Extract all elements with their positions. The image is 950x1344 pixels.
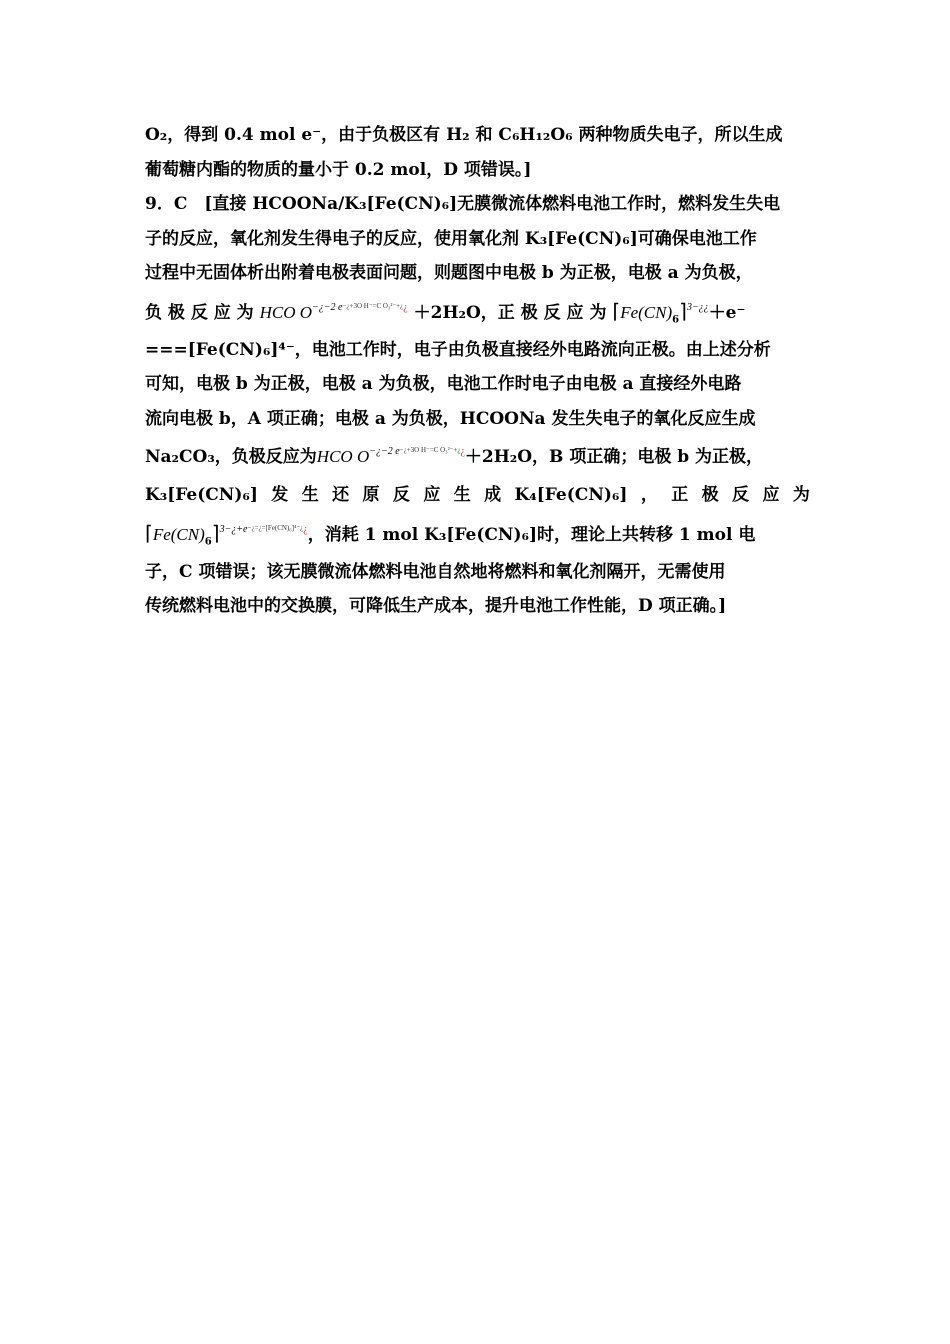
cathode-formula-mark: ¿: [303, 523, 308, 535]
line6-middle: ＋2H₂O，正 极 反 应 为: [413, 302, 607, 323]
bracket-open-2: ⌈: [145, 522, 153, 545]
line13-suffix: ，消耗 1 mol K₃[Fe(CN)₆]时，理论上共转移 1 mol 电: [307, 524, 756, 545]
line12-word: 成: [484, 485, 502, 505]
anode-formula-2: HCO O: [316, 447, 370, 466]
line6-prefix: 负 极 反 应 为: [145, 302, 254, 323]
line12-word: 为: [792, 485, 810, 505]
cathode-formula-tiny: −¿=¿=[Fe(CN)₆]⁴⁻¿: [247, 523, 304, 532]
line12-word: 正: [671, 485, 689, 505]
text-line-6: 负 极 反 应 为 HCO $O^{-¿-2 e-¿+3O H^-=C O_3^{2-}+¿¿} +2H_2O$，正 极 反 应 为 $⌈Fe(CN)_6⌉^{3-¿¿}+e^-$: [145, 300, 746, 325]
fe-symbol-2: Fe: [152, 524, 171, 544]
anode-formula-2-tiny: −¿+3O H⁻=C O₃²⁻+¿: [399, 446, 461, 454]
text-line-1: O₂，得到 0.4 mol e⁻，由于负极区有 H₂ 和 C₆H₁₂O₆ 两种物质失电子，所以生成: [145, 125, 783, 145]
line12-word: 生: [453, 485, 471, 505]
answer-text-block: [145, 118, 810, 624]
text-line-5: 过程中无固体析出附着电极表面问题，则题图中电极 b 为正极，电极 a 为负极，: [145, 263, 753, 283]
text-line-10: [145, 436, 810, 478]
line12-word: 生: [301, 485, 319, 505]
line12-word: 应: [762, 485, 780, 505]
text-line-11: [145, 478, 810, 513]
fe-symbol: Fe: [620, 302, 639, 322]
bracket-close: ⌉: [679, 300, 687, 323]
text-line-14: 传统燃料电池中的交换膜，可降低生产成本，提升电池工作性能，D 项正确。]: [145, 596, 727, 616]
line12-word: 发: [271, 485, 289, 505]
anode-formula-sup: −¿−2 e: [312, 301, 343, 313]
cn-subscript-2: 6: [204, 535, 212, 547]
text-line-2: 葡萄糖内酯的物质的量小于 0.2 mol，D 项错误。]: [145, 159, 532, 180]
line12-word: 原: [362, 485, 380, 505]
line12-word: K₃[Fe(CN)₆]: [145, 485, 258, 505]
line12-word: 极: [701, 485, 719, 505]
anode-formula-tiny: −¿+3O H⁻=C O₃²⁻+¿: [342, 301, 404, 310]
cathode-charge-sup: 3−¿+e: [219, 523, 248, 535]
line11-suffix: ＋2H₂O，B 项正确；电极 b 为正极，: [464, 447, 764, 467]
text-line-9: 流向电极 b，A 项正确；电极 a 为负极，HCOONa 发生失电子的氧化反应生成: [145, 408, 756, 429]
line6-suffix: ＋e⁻: [708, 302, 746, 323]
anode-formula-mark: ¿: [403, 301, 408, 313]
anode-formula-2-mark: ¿: [460, 446, 465, 457]
line12-word: 还: [332, 485, 350, 505]
cn-subscript: 6: [672, 313, 680, 325]
line11-prefix: Na₂CO₃，负极反应为: [145, 447, 317, 467]
text-line-8: 可知，电极 b 为正极，电极 a 为负极，电池工作时电子由电极 a 直接经外电路: [145, 374, 742, 394]
charge-sup: 3−¿¿: [686, 301, 709, 313]
anode-formula: HCO O: [259, 302, 313, 322]
text-line-3: 9．C [直接 HCOONa/K₃[Fe(CN)₆]无膜微流体燃料电池工作时，燃料发生失电: [145, 194, 781, 214]
text-line-7: ===[Fe(CN)₆]⁴⁻，电池工作时，电子由负极直接经外电路流向正极。由上述分析: [145, 339, 771, 360]
text-line-13: 子，C 项错误；该无膜微流体燃料电池自然地将燃料和氧化剂隔开，无需使用: [145, 561, 726, 582]
line12-word: 反: [392, 485, 410, 505]
line12-word: ，: [640, 485, 658, 505]
cn-symbol: CN: [643, 302, 667, 322]
bracket-close-2: ⌉: [211, 522, 220, 545]
anode-formula-2-sup: −¿−2 e: [369, 446, 400, 457]
text-line-12: $⌈Fe(CN)_6⌉^{3-¿+e-¿=¿=[Fe(CN)_6]^{4-}¿¿}$，消耗 1 mol K₃[Fe(CN)₆]时，理论上共转移 1 mol 电: [145, 522, 756, 547]
line12-word: 反: [732, 485, 750, 505]
cn-symbol-2: CN: [176, 524, 200, 544]
text-line-4: 子的反应，氧化剂发生得电子的反应，使用氧化剂 K₃[Fe(CN)₆]可确保电池工作: [145, 228, 757, 249]
bracket-open: ⌈: [612, 300, 621, 323]
line12-word: 应: [423, 485, 441, 505]
line12-word: K₄[Fe(CN)₆]: [514, 485, 628, 505]
